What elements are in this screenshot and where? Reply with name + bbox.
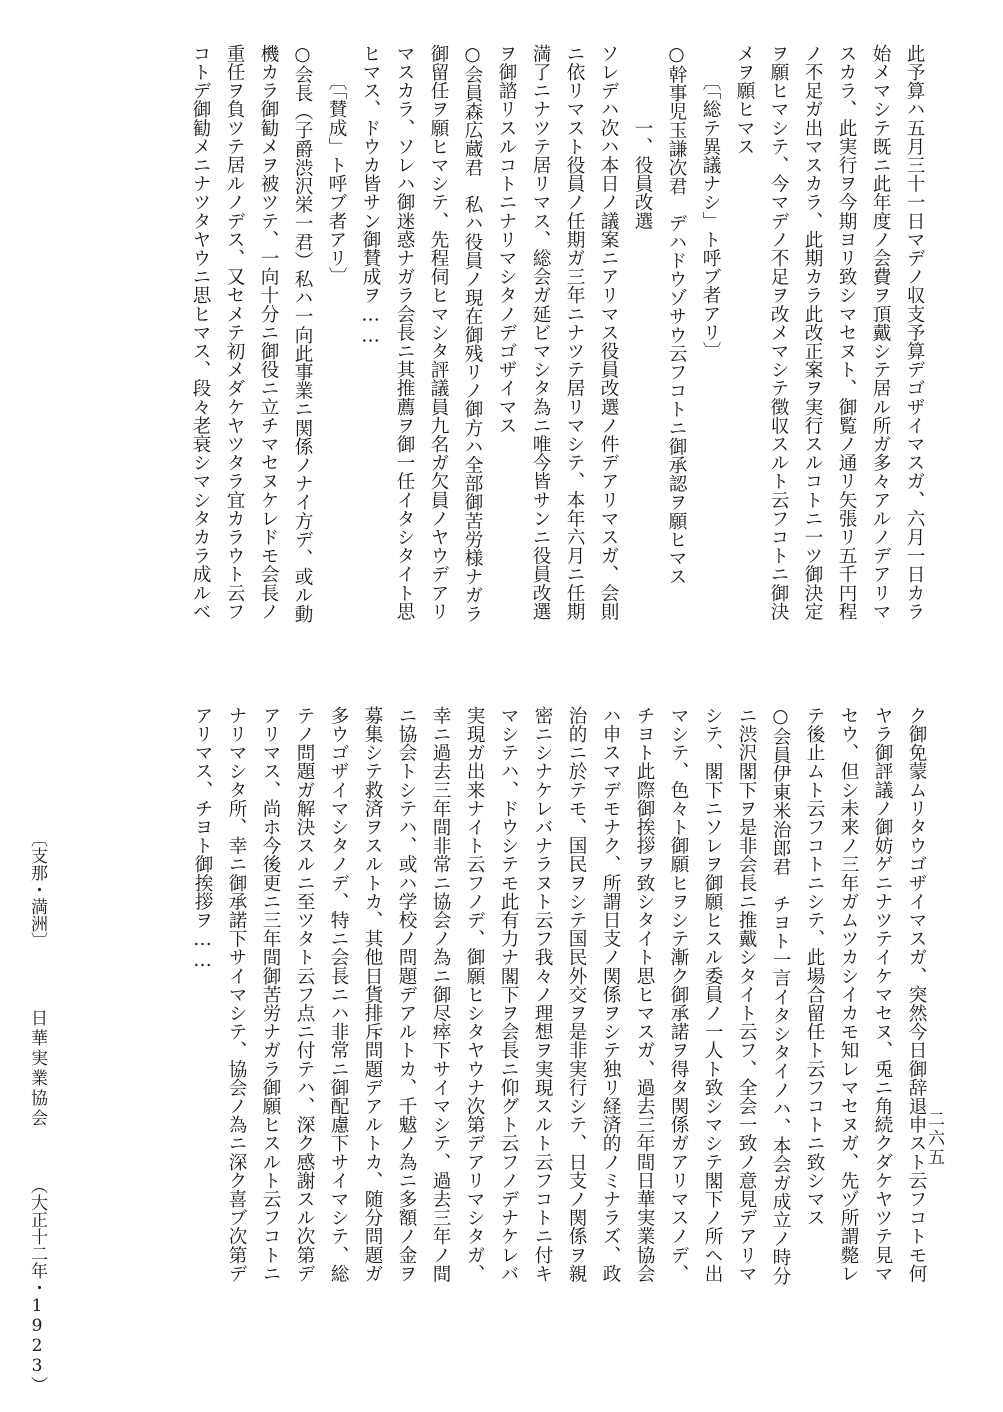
footer [10, 830, 50, 1393]
text-line: ニ依リマスト役員ノ任期ガ三年ニナツテ居リマシテ、本年六月ニ任期 [564, 44, 585, 621]
text-line: 重任ヲ負ツテ居ルノデス、又セメテ初メダケヤツタラ宜カラウト云フ [224, 44, 245, 621]
text-line: アリマス、チヨト御挨拶ヲ…… [192, 706, 213, 972]
text-line: 機カラ御勧メヲ被ツテ、一向十分ニ御役ニ立チマセヌケレドモ会長ノ [258, 44, 279, 621]
text-line: ヲ願ヒマシテ、今マデノ不足ヲ改メマシテ徴収スルト云フコトニ御決 [768, 44, 789, 621]
text-line: ニ渋沢閣下ヲ是非会長ニ推戴シタイト云フ、全会一致ノ意見デアリマ [736, 706, 757, 1283]
text-line: ニ協会トシテハ、或ハ学校ノ問題デアルトカ、千魃ノ為ニ多額ノ金ヲ [396, 706, 417, 1283]
page-number: 二六五 [924, 1110, 944, 1167]
footer-series: 〔支那・満洲〕 [27, 830, 47, 949]
text-line: 此予算ハ五月三十一日マデノ収支予算デゴザイマスガ、六月一日カラ [904, 44, 925, 621]
lower-text-block [73, 706, 933, 1326]
text-line: テ後止ムト云フコトニシテ、此場合留任ト云フコトニ致シマス [804, 706, 825, 1227]
text-line: ○会員伊東米治郎君 チヨト一言イタシタイノハ、本会ガ成立ノ時分 [770, 706, 791, 1285]
text-line: シテ、閣下ニソレヲ御願ヒスル委員ノ一人ト致シマシテ閣下ノ所ヘ出 [702, 706, 723, 1283]
text-line: マシテ、色々ト御願ヒヲシテ漸ク御承諾ヲ得タ関係ガアリマスノデ、 [668, 706, 689, 1283]
text-line: ヲ御諮リスルコトニナリマシタノデゴザイマス [496, 44, 517, 435]
upper-text-block [71, 44, 931, 664]
text-line: コトデ御勧メニナツタヤウニ思ヒマス、段々老衰シマシタカラ成ルベ [190, 44, 211, 621]
text-line: セウ、但シ未来ノ三年ガムツカシイカモ知レマセヌガ、先ヅ所謂斃レ [838, 706, 859, 1283]
text-line: 幸ニ過去三年間非常ニ協会ノ為ニ御尽瘁下サイマシテ、過去三年ノ間 [430, 706, 451, 1283]
text-line: 〔「賛成」ト呼ブ者アリ〕 [326, 44, 347, 286]
footer-association: 日華実業協会 [27, 1009, 47, 1129]
text-line: ヒマス、ドウカ皆サン御賛成ヲ…… [360, 44, 381, 347]
text-line: チヨト此際御挨拶ヲ致シタイト思ヒマスガ、過去三年間日華実業協会 [634, 706, 655, 1283]
text-line: スカラ、此実行ヲ今期ヨリ致シマセヌト、御覧ノ通リ矢張リ五千円程 [836, 44, 857, 621]
text-line: ナリマシタ所、幸ニ御承諾下サイマシテ、協会ノ為ニ深ク喜ブ次第デ [226, 706, 247, 1283]
text-line: ハ申スマデモナク、所謂日支ノ関係ヲシテ独リ経済的ノミナラズ、政 [600, 706, 621, 1283]
text-line: ○幹事児玉謙次君 デハドウゾサウ云フコトニ御承認ヲ願ヒマス [666, 44, 687, 586]
text-line: 満了ニナツテ居リマス、総会ガ延ビマシタ為ニ唯今皆サンニ役員改選 [530, 44, 551, 621]
text-line: アリマス、尚ホ今後更ニ三年間御苦労ナガラ御願ヒスルト云フコトニ [260, 706, 281, 1283]
text-line: ク御免蒙ムリタウゴザイマスガ、突然今日御辞退申スト云フコトモ何 [906, 706, 927, 1283]
text-line: 実現ガ出来ナイト云フノデ、御願ヒシタヤウナ次第デアリマシタガ、 [464, 706, 485, 1283]
text-line: 一、役員改選 [632, 44, 653, 230]
text-line: 密ニシナケレバナラヌト云フ我々ノ理想ヲ実現スルト云フコトニ付キ [532, 706, 553, 1283]
text-line: ヤラ御評議ノ御妨ゲニナツテイケマセヌ、兎ニ角続クダケヤツテ見マ [872, 706, 893, 1283]
text-line: 多ウゴザイマシタノデ、特ニ会長ニハ非常ニ御配慮下サイマシテ、総 [328, 706, 349, 1283]
text-line: 始メマシテ既ニ此年度ノ会費ヲ頂戴シテ居ル所ガ多々アルノデアリマ [870, 44, 891, 621]
footer-year: （大正十二年・1923） [27, 1177, 47, 1393]
text-line: 募集シテ救済ヲスルトカ、其他日貨排斥問題デアルトカ、随分問題ガ [362, 706, 383, 1283]
text-line: ソレデハ次ハ本日ノ議案ニアリマス役員改選ノ件デアリマスガ、会則 [598, 44, 619, 621]
text-line: ○会長（子爵渋沢栄一君）私ハ一向此事業ニ関係ノナイ方デ、或ル動 [292, 44, 313, 623]
text-line: ○会員森広蔵君 私ハ役員ノ現在御残リノ御方ハ全部御苦労様ナガラ [462, 44, 483, 623]
text-line: マスカラ、ソレハ御迷惑ナガラ会長ニ其推薦ヲ御一任イタシタイト思 [394, 44, 415, 621]
text-line: マシテハ、ドウシテモ此有力ナ閣下ヲ会長ニ仰グト云フノデナケレバ [498, 706, 519, 1283]
text-line: 御留任ヲ願ヒマシテ、先程伺ヒマシタ評議員九名ガ欠員ノヤウデアリ [428, 44, 449, 621]
text-line: ノ不足ガ出マスカラ、此期カラ此改正案ヲ実行スルコトニ一ツ御決定 [802, 44, 823, 621]
text-line: メヲ願ヒマス [734, 44, 755, 156]
text-line: 治的ニ於テモ、国民ヲシテ国民外交ヲ是非実行シテ、日支ノ関係ヲ親 [566, 706, 587, 1283]
text-line: テノ問題ガ解決スルニ至ツタト云フ点ニ付テハ、深ク感謝スル次第デ [294, 706, 315, 1283]
text-line: 〔「総テ異議ナシ」ト呼ブ者アリ〕 [700, 44, 721, 361]
